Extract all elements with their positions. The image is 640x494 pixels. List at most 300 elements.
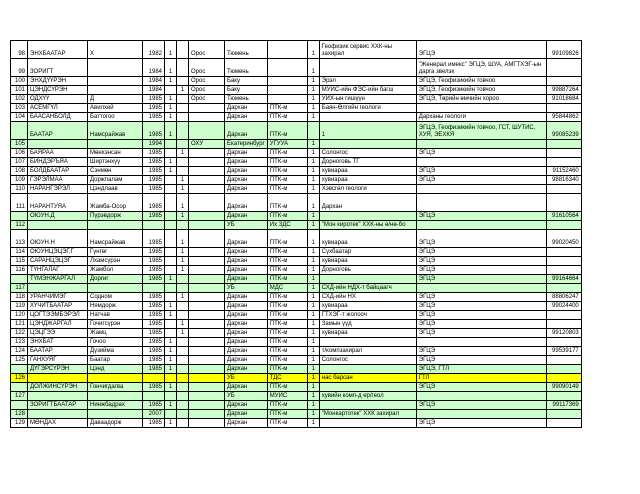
row-number-cell[interactable]: 116 [11, 266, 28, 275]
row-number-cell[interactable]: 111 [11, 194, 28, 212]
country-cell[interactable] [189, 248, 225, 257]
city-cell[interactable]: Дархан [225, 311, 268, 320]
patronymic-cell[interactable]: Даваадорж [88, 419, 143, 428]
workplace-cell[interactable] [319, 113, 416, 122]
name-cell[interactable] [28, 140, 88, 149]
flag-cell[interactable]: 1 [307, 185, 319, 194]
name-cell[interactable]: ГЭРЭЛМАА [28, 176, 88, 185]
country-cell[interactable] [189, 383, 225, 392]
year-cell[interactable]: 1985 [143, 212, 165, 221]
membership-cell[interactable] [416, 221, 546, 230]
school-cell[interactable]: ПТК-м [267, 401, 307, 410]
membership-cell[interactable]: ЭГЦЭ [416, 356, 546, 365]
flag-cell[interactable]: 1 [307, 347, 319, 356]
count-female-cell[interactable] [177, 347, 189, 356]
flag-cell[interactable]: 1 [307, 338, 319, 347]
count-male-cell[interactable] [165, 212, 177, 221]
count-female-cell[interactable] [177, 401, 189, 410]
year-cell[interactable]: 1985 [143, 158, 165, 167]
count-male-cell[interactable]: 1 [165, 104, 177, 113]
country-cell[interactable]: Орос [189, 77, 225, 86]
city-cell[interactable]: Дархан [225, 257, 268, 266]
flag-cell[interactable]: 1 [307, 392, 319, 401]
phone-cell[interactable]: 99539177 [546, 347, 581, 356]
year-cell[interactable]: 1985 [143, 293, 165, 302]
country-cell[interactable] [189, 401, 225, 410]
year-cell[interactable]: 1985 [143, 338, 165, 347]
school-cell[interactable]: ПТК-м [267, 311, 307, 320]
count-female-cell[interactable] [177, 104, 189, 113]
membership-cell[interactable]: ЭГЦЭ [416, 167, 546, 176]
patronymic-cell[interactable] [88, 86, 143, 95]
count-female-cell[interactable] [177, 311, 189, 320]
row-number-cell[interactable] [11, 275, 28, 284]
workplace-cell[interactable]: Баян-Өлгийн геологи [319, 104, 416, 113]
country-cell[interactable] [189, 167, 225, 176]
year-cell[interactable]: 1985 [143, 149, 165, 158]
patronymic-cell[interactable] [88, 140, 143, 149]
name-cell[interactable]: БАЯРАА [28, 149, 88, 158]
flag-cell[interactable]: 1 [307, 248, 319, 257]
membership-cell[interactable] [416, 185, 546, 194]
count-female-cell[interactable] [177, 284, 189, 293]
patronymic-cell[interactable] [88, 374, 143, 383]
phone-cell[interactable]: 99085239 [546, 122, 581, 140]
count-male-cell[interactable]: 1 [165, 167, 177, 176]
name-cell[interactable]: ЦЭНДСҮРЭН [28, 86, 88, 95]
country-cell[interactable] [189, 374, 225, 383]
phone-cell[interactable]: 99164664 [546, 275, 581, 284]
city-cell[interactable]: УБ [225, 392, 268, 401]
school-cell[interactable]: ТДС [267, 374, 307, 383]
membership-cell[interactable]: ЭГЦЭ [416, 329, 546, 338]
flag-cell[interactable] [307, 122, 319, 140]
country-cell[interactable] [189, 347, 225, 356]
membership-cell[interactable]: ЭГЦЭ, ГТЛ [416, 365, 546, 374]
phone-cell[interactable]: 99120803 [546, 329, 581, 338]
year-cell[interactable]: 1982 [143, 41, 165, 59]
membership-cell[interactable]: ЭГЦЭ [416, 320, 546, 329]
school-cell[interactable]: ПТК-м [267, 113, 307, 122]
count-female-cell[interactable] [177, 158, 189, 167]
country-cell[interactable] [189, 158, 225, 167]
year-cell[interactable]: 1985 [143, 266, 165, 275]
count-male-cell[interactable] [165, 266, 177, 275]
phone-cell[interactable]: 91610564 [546, 212, 581, 221]
patronymic-cell[interactable] [88, 221, 143, 230]
school-cell[interactable]: МДС [267, 284, 307, 293]
patronymic-cell[interactable]: Цэндлаав [88, 185, 143, 194]
patronymic-cell[interactable]: Авилхей [88, 104, 143, 113]
flag-cell[interactable]: 1 [307, 401, 319, 410]
name-cell[interactable]: УРАНЧИМЭГ [28, 293, 88, 302]
city-cell[interactable]: Дархан [225, 113, 268, 122]
year-cell[interactable]: 1985 [143, 356, 165, 365]
phone-cell[interactable] [546, 320, 581, 329]
count-male-cell[interactable] [165, 374, 177, 383]
count-female-cell[interactable]: 1 [177, 248, 189, 257]
count-male-cell[interactable]: 1 [165, 302, 177, 311]
flag-cell[interactable]: 1 [307, 275, 319, 284]
workplace-cell[interactable]: СХД-ийн НХ [319, 293, 416, 302]
count-female-cell[interactable] [177, 392, 189, 401]
city-cell[interactable]: Дархан [225, 401, 268, 410]
count-female-cell[interactable] [177, 419, 189, 428]
year-cell[interactable]: 1985 [143, 194, 165, 212]
city-cell[interactable]: Дархан [225, 293, 268, 302]
patronymic-cell[interactable]: Нинжбадрах [88, 401, 143, 410]
year-cell[interactable] [143, 221, 165, 230]
count-female-cell[interactable] [177, 113, 189, 122]
membership-cell[interactable]: ЭГЦЭ [416, 257, 546, 266]
flag-cell[interactable]: 1 [307, 374, 319, 383]
workplace-cell[interactable]: Хэвсгөл геологи [319, 185, 416, 194]
year-cell[interactable]: 1985 [143, 248, 165, 257]
phone-cell[interactable] [546, 392, 581, 401]
count-male-cell[interactable]: 1 [165, 275, 177, 284]
year-cell[interactable]: 1985 [143, 365, 165, 374]
patronymic-cell[interactable]: Лхамсүрэн [88, 257, 143, 266]
workplace-cell[interactable]: хувиараа [319, 329, 416, 338]
count-male-cell[interactable]: 1 [165, 356, 177, 365]
phone-cell[interactable] [546, 77, 581, 86]
country-cell[interactable] [189, 311, 225, 320]
count-male-cell[interactable] [165, 194, 177, 212]
year-cell[interactable]: 1985 [143, 104, 165, 113]
city-cell[interactable]: Тюмень [225, 41, 268, 59]
row-number-cell[interactable]: 117 [11, 284, 28, 293]
school-cell[interactable] [267, 86, 307, 95]
row-number-cell[interactable]: 119 [11, 302, 28, 311]
count-female-cell[interactable]: 1 [177, 194, 189, 212]
year-cell[interactable]: 1985 [143, 113, 165, 122]
count-male-cell[interactable] [165, 284, 177, 293]
name-cell[interactable]: ЦЭНДЖАРГАЛ [28, 320, 88, 329]
country-cell[interactable] [189, 113, 225, 122]
row-number-cell[interactable]: 98 [11, 41, 28, 59]
membership-cell[interactable]: ЭГЦЭ [416, 401, 546, 410]
name-cell[interactable]: ТҮМЭНЖАРГАЛ [28, 275, 88, 284]
phone-cell[interactable]: 88806247 [546, 293, 581, 302]
count-male-cell[interactable]: 1 [165, 383, 177, 392]
count-male-cell[interactable]: 1 [165, 311, 177, 320]
country-cell[interactable] [189, 410, 225, 419]
country-cell[interactable] [189, 329, 225, 338]
patronymic-cell[interactable] [88, 392, 143, 401]
year-cell[interactable]: 1985 [143, 302, 165, 311]
phone-cell[interactable] [546, 284, 581, 293]
school-cell[interactable] [267, 41, 307, 59]
name-cell[interactable] [28, 284, 88, 293]
row-number-cell[interactable]: 129 [11, 419, 28, 428]
year-cell[interactable]: 2007 [143, 410, 165, 419]
membership-cell[interactable] [416, 140, 546, 149]
flag-cell[interactable]: 1 [307, 293, 319, 302]
school-cell[interactable]: МУИС [267, 392, 307, 401]
city-cell[interactable]: Дархан [225, 149, 268, 158]
city-cell[interactable]: Дархан [225, 167, 268, 176]
workplace-cell[interactable]: Сүхбаатар [319, 248, 416, 257]
school-cell[interactable]: ПТК-м [267, 230, 307, 248]
city-cell[interactable]: Дархан [225, 266, 268, 275]
patronymic-cell[interactable] [88, 284, 143, 293]
flag-cell[interactable]: 1 [307, 302, 319, 311]
patronymic-cell[interactable]: Сэнмөн [88, 167, 143, 176]
patronymic-cell[interactable]: Баттогоо [88, 113, 143, 122]
year-cell[interactable]: 1985 [143, 275, 165, 284]
workplace-cell[interactable] [319, 140, 416, 149]
count-female-cell[interactable]: 1 [177, 329, 189, 338]
country-cell[interactable] [189, 338, 225, 347]
workplace-cell[interactable]: хувийн комп-д ер/геол [319, 392, 416, 401]
membership-cell[interactable]: ЭГЦЭ [416, 176, 546, 185]
year-cell[interactable] [143, 374, 165, 383]
name-cell[interactable]: ЭНХБААТАР [28, 41, 88, 59]
row-number-cell[interactable]: 114 [11, 248, 28, 257]
school-cell[interactable]: ПТК-м [267, 185, 307, 194]
patronymic-cell[interactable]: Пүрэвдорж [88, 212, 143, 221]
name-cell[interactable]: НАРАНТУЯА [28, 194, 88, 212]
patronymic-cell[interactable]: Д [88, 95, 143, 104]
count-male-cell[interactable] [165, 86, 177, 95]
workplace-cell[interactable]: хувиараа [319, 257, 416, 266]
row-number-cell[interactable]: 110 [11, 185, 28, 194]
count-female-cell[interactable] [177, 95, 189, 104]
count-male-cell[interactable] [165, 410, 177, 419]
name-cell[interactable]: ОЮУН.Н [28, 230, 88, 248]
flag-cell[interactable]: 1 [307, 167, 319, 176]
patronymic-cell[interactable]: Мөнхэнсан [88, 149, 143, 158]
patronymic-cell[interactable]: Доржпалам [88, 176, 143, 185]
row-number-cell[interactable]: 99 [11, 59, 28, 77]
year-cell[interactable]: 1985 [143, 347, 165, 356]
city-cell[interactable]: Дархан [225, 383, 268, 392]
row-number-cell[interactable]: 120 [11, 311, 28, 320]
patronymic-cell[interactable]: Жамбол [88, 266, 143, 275]
name-cell[interactable]: ДОЛЖИНСҮРЭН [28, 383, 88, 392]
name-cell[interactable] [28, 374, 88, 383]
name-cell[interactable]: БААСАНБОЛД [28, 113, 88, 122]
flag-cell[interactable]: 1 [307, 95, 319, 104]
membership-cell[interactable]: ЭГЦЭ, Төрийн өмчийн хороо [416, 95, 546, 104]
country-cell[interactable] [189, 275, 225, 284]
name-cell[interactable]: ГАНХУЯГ [28, 356, 88, 365]
phone-cell[interactable] [546, 338, 581, 347]
workplace-cell[interactable] [319, 383, 416, 392]
name-cell[interactable]: ЭНХБАТ [28, 338, 88, 347]
flag-cell[interactable]: 1 [307, 230, 319, 248]
country-cell[interactable] [189, 266, 225, 275]
year-cell[interactable] [143, 392, 165, 401]
year-cell[interactable]: 1985 [143, 167, 165, 176]
row-number-cell[interactable]: 104 [11, 113, 28, 122]
school-cell[interactable]: ПТК-м [267, 122, 307, 140]
membership-cell[interactable]: ЭГЦЭ [416, 302, 546, 311]
workplace-cell[interactable] [319, 401, 416, 410]
phone-cell[interactable]: 99090149 [546, 383, 581, 392]
year-cell[interactable]: 1985 [143, 419, 165, 428]
count-male-cell[interactable]: 1 [165, 41, 177, 59]
count-male-cell[interactable] [165, 140, 177, 149]
country-cell[interactable] [189, 176, 225, 185]
city-cell[interactable]: Дархан [225, 338, 268, 347]
country-cell[interactable] [189, 284, 225, 293]
year-cell[interactable]: 1985 [143, 95, 165, 104]
flag-cell[interactable]: 1 [307, 194, 319, 212]
phone-cell[interactable] [546, 356, 581, 365]
patronymic-cell[interactable] [88, 59, 143, 77]
count-female-cell[interactable] [177, 410, 189, 419]
city-cell[interactable]: УБ [225, 284, 268, 293]
flag-cell[interactable]: 1 [307, 311, 319, 320]
flag-cell[interactable]: 1 [307, 86, 319, 95]
membership-cell[interactable]: ЭГЦЭ [416, 230, 546, 248]
city-cell[interactable]: Дархан [225, 176, 268, 185]
row-number-cell[interactable]: 123 [11, 338, 28, 347]
workplace-cell[interactable] [319, 275, 416, 284]
membership-cell[interactable]: ЭГЦЭ, Геофизикийн товчоо, ГСТ, ШУТИС, ХУЯ, ЭЕХКЯ [416, 122, 546, 140]
count-female-cell[interactable] [177, 365, 189, 374]
country-cell[interactable] [189, 104, 225, 113]
count-female-cell[interactable]: 1 [177, 320, 189, 329]
workplace-cell[interactable]: хувиараа [319, 176, 416, 185]
city-cell[interactable]: Дархан [225, 194, 268, 212]
row-number-cell[interactable]: 100 [11, 77, 28, 86]
city-cell[interactable]: Дархан [225, 104, 268, 113]
count-male-cell[interactable]: 1 [165, 122, 177, 140]
workplace-cell[interactable]: Солонгос [319, 149, 416, 158]
row-number-cell[interactable] [11, 401, 28, 410]
row-number-cell[interactable]: 124 [11, 347, 28, 356]
name-cell[interactable]: БИНДЭРЪЯА [28, 158, 88, 167]
school-cell[interactable] [267, 77, 307, 86]
workplace-cell[interactable]: "Монкартотек" ХХК захирал [319, 410, 416, 419]
name-cell[interactable]: САРАНЦЭЦЭГ [28, 257, 88, 266]
membership-cell[interactable]: ЭГЦЭ [416, 293, 546, 302]
patronymic-cell[interactable]: Нямдорж [88, 302, 143, 311]
row-number-cell[interactable]: 118 [11, 293, 28, 302]
country-cell[interactable] [189, 257, 225, 266]
patronymic-cell[interactable] [88, 410, 143, 419]
school-cell[interactable]: ПТК-м [267, 167, 307, 176]
count-female-cell[interactable] [177, 383, 189, 392]
city-cell[interactable]: Дархан [225, 419, 268, 428]
workplace-cell[interactable]: Замын үүд [319, 320, 416, 329]
year-cell[interactable]: 1985 [143, 122, 165, 140]
count-male-cell[interactable] [165, 257, 177, 266]
name-cell[interactable]: АСЕМГҮЛ [28, 104, 88, 113]
count-male-cell[interactable]: 1 [165, 347, 177, 356]
workplace-cell[interactable] [319, 338, 416, 347]
count-female-cell[interactable]: 1 [177, 176, 189, 185]
phone-cell[interactable] [546, 419, 581, 428]
patronymic-cell[interactable]: Х [88, 41, 143, 59]
school-cell[interactable]: ПТК-м [267, 158, 307, 167]
membership-cell[interactable]: ЭГЦЭ [416, 275, 546, 284]
row-number-cell[interactable]: 126 [11, 374, 28, 383]
count-male-cell[interactable] [165, 293, 177, 302]
count-female-cell[interactable] [177, 122, 189, 140]
phone-cell[interactable]: 99109826 [546, 41, 581, 59]
workplace-cell[interactable]: Солонгос [319, 356, 416, 365]
row-number-cell[interactable] [11, 383, 28, 392]
phone-cell[interactable]: 91152460 [546, 167, 581, 176]
year-cell[interactable]: 1985 [143, 383, 165, 392]
school-cell[interactable]: ПТК-м [267, 320, 307, 329]
phone-cell[interactable]: 91018684 [546, 95, 581, 104]
patronymic-cell[interactable]: Баатар [88, 356, 143, 365]
name-cell[interactable]: МӨНДАХ [28, 419, 88, 428]
count-male-cell[interactable]: 1 [165, 338, 177, 347]
city-cell[interactable]: Дархан [225, 329, 268, 338]
flag-cell[interactable]: 1 [307, 329, 319, 338]
count-male-cell[interactable]: 1 [165, 59, 177, 77]
workplace-cell[interactable]: Геофизик сервис ХХК-ны захирал [319, 41, 416, 59]
row-number-cell[interactable]: 107 [11, 158, 28, 167]
phone-cell[interactable] [546, 104, 581, 113]
workplace-cell[interactable]: СХД-ийн НДХ-т байцаагч [319, 284, 416, 293]
row-number-cell[interactable] [11, 365, 28, 374]
patronymic-cell[interactable]: Содном [88, 293, 143, 302]
row-number-cell[interactable]: 122 [11, 329, 28, 338]
flag-cell[interactable]: 1 [307, 41, 319, 59]
count-female-cell[interactable]: 1 [177, 266, 189, 275]
flag-cell[interactable]: 1 [307, 419, 319, 428]
name-cell[interactable]: ЭНХДҮҮРЭН [28, 77, 88, 86]
year-cell[interactable]: 1985 [143, 176, 165, 185]
phone-cell[interactable] [546, 158, 581, 167]
phone-cell[interactable] [546, 140, 581, 149]
name-cell[interactable]: ТҮНГАЛАГ [28, 266, 88, 275]
membership-cell[interactable]: ГТЛ [416, 374, 546, 383]
school-cell[interactable]: ПТК-м [267, 356, 307, 365]
city-cell[interactable]: Баку [225, 77, 268, 86]
workplace-cell[interactable] [319, 59, 416, 77]
city-cell[interactable]: Дархан [225, 320, 268, 329]
workplace-cell[interactable]: нас барсан [319, 374, 416, 383]
workplace-cell[interactable]: Дархан [319, 194, 416, 212]
membership-cell[interactable] [416, 392, 546, 401]
school-cell[interactable] [267, 59, 307, 77]
country-cell[interactable] [189, 392, 225, 401]
phone-cell[interactable] [546, 185, 581, 194]
year-cell[interactable]: 1984 [143, 86, 165, 95]
membership-cell[interactable]: Дарханы геологи [416, 113, 546, 122]
membership-cell[interactable]: ЭГЦЭ, Геофизикийн товчоо [416, 86, 546, 95]
membership-cell[interactable]: ЭГЦЭ [416, 41, 546, 59]
membership-cell[interactable] [416, 284, 546, 293]
year-cell[interactable] [143, 284, 165, 293]
patronymic-cell[interactable]: Жамба-Осор [88, 194, 143, 212]
row-number-cell[interactable]: 121 [11, 320, 28, 329]
name-cell[interactable] [28, 221, 88, 230]
country-cell[interactable]: Орос [189, 95, 225, 104]
name-cell[interactable] [28, 410, 88, 419]
count-female-cell[interactable]: 1 [177, 293, 189, 302]
year-cell[interactable]: 1994 [143, 140, 165, 149]
count-female-cell[interactable]: 1 [177, 86, 189, 95]
phone-cell[interactable] [546, 266, 581, 275]
city-cell[interactable]: Дархан [225, 230, 268, 248]
count-female-cell[interactable]: 1 [177, 185, 189, 194]
count-female-cell[interactable] [177, 41, 189, 59]
row-number-cell[interactable]: 113 [11, 230, 28, 248]
count-female-cell[interactable]: 1 [177, 149, 189, 158]
membership-cell[interactable] [416, 104, 546, 113]
count-male-cell[interactable]: 1 [165, 158, 177, 167]
count-female-cell[interactable]: 1 [177, 257, 189, 266]
school-cell[interactable]: ПТК-м [267, 194, 307, 212]
